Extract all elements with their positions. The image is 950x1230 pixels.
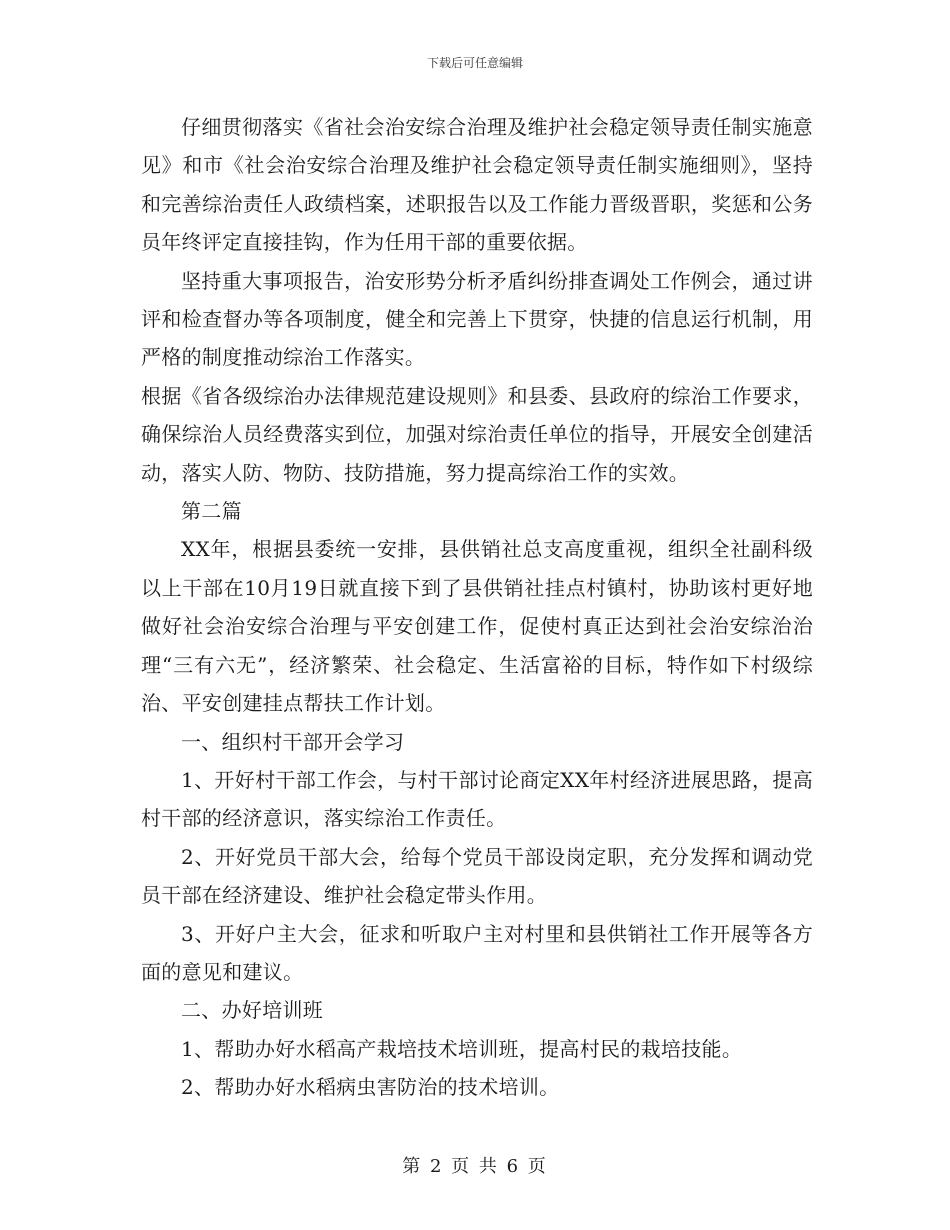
heading-organize-meetings: 一、组织村干部开会学习 <box>181 729 405 754</box>
page-header-note: 下载后可任意编辑 <box>426 56 523 70</box>
heading-training: 二、办好培训班 <box>181 998 324 1023</box>
document-body <box>141 108 813 1107</box>
list-item-2: 2、开好党员干部大会，给每个党员干部设岗定职，充分发挥和调动党员干部在经济建设、维护社会稳定带头作用。 <box>141 844 813 908</box>
list-item-1: 1、开好村干部工作会，与村干部讨论商定XX年村经济进展思路，提高村干部的经济意识，落实综治工作责任。 <box>141 767 813 831</box>
section-title-second-part: 第二篇 <box>181 499 242 524</box>
training-item-2: 2、帮助办好水稻病虫害防治的技术培训。 <box>181 1075 560 1100</box>
paragraph-2: 坚持重大事项报告，治安形势分析矛盾纠纷排查调处工作例会，通过讲评和检查督办等各项制度，健全和完善上下贯穿，快捷的信息运行机制，用严格的制度推动综治工作落实。 <box>141 268 813 370</box>
paragraph-3: 根据《省各级综治办法律规范建设规则》和县委、县政府的综治工作要求，确保综治人员经费落实到位，加强对综治责任单位的指导，开展安全创建活动，落实人防、物防、技防措施，努力提高综治工作的实效。 <box>141 383 813 485</box>
list-item-3: 3、开好户主大会，征求和听取户主对村里和县供销社工作开展等各方面的意见和建议。 <box>141 921 813 984</box>
paragraph-1: 仔细贯彻落实《省社会治安综合治理及维护社会稳定领导责任制实施意见》和市《社会治安综合治理及维护社会稳定领导责任制实施细则》，坚持和完善综治责任人政绩档案，述职报告以及工作能力晋级晋职，奖惩和公务员年终评定直接挂钩，作为任用干部的重要依据。 <box>141 115 813 255</box>
paragraph-5: XX年，根据县委统一安排，县供销社总支高度重视，组织全社副科级以上干部在10月19日就直接下到了县供销社挂点村镇村，协助该村更好地做好社会治安综合治理与平安创建工作，促使村真正达到社会治安综治治理“三有六无”，经济繁荣、社会稳定、生活富裕的目标，特作如下村级综治、平安创建挂点帮扶工作计划。 <box>141 537 813 716</box>
training-item-1: 1、帮助办好水稻高产栽培技术培训班，提高村民的栽培技能。 <box>181 1036 743 1061</box>
page-number-footer: 第 2 页 共 6 页 <box>402 1156 548 1177</box>
